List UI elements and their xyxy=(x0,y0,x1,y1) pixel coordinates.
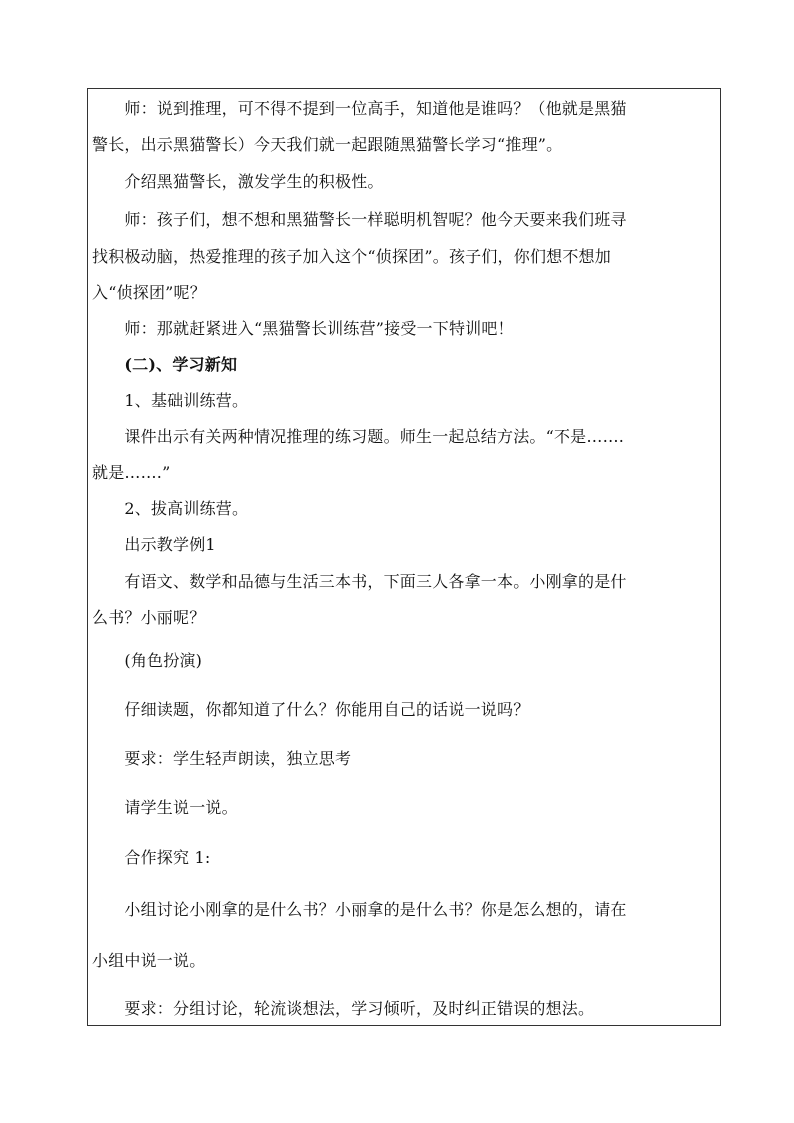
text-line: 要求：分组讨论，轮流谈想法，学习倾听，及时纠正错误的想法。 xyxy=(92,999,595,1018)
text-line: 1、基础训练营。 xyxy=(92,391,249,410)
text-line: 小组讨论小刚拿的是什么书？小丽拿的是什么书？你是怎么想的，请在 xyxy=(92,900,627,919)
section-heading: (二)、学习新知 xyxy=(92,355,238,374)
text-line: 课件出示有关两种情况推理的练习题。师生一起总结方法。“不是……. xyxy=(92,427,625,446)
text-line: 师：孩子们，想不想和黑猫警长一样聪明机智呢？他今天要来我们班寻 xyxy=(92,210,627,229)
text-line: 合作探究 1: xyxy=(92,848,211,867)
text-line: 小组中说一说。 xyxy=(92,951,206,970)
text-line: 介绍黑猫警长，激发学生的积极性。 xyxy=(92,172,384,191)
text-line: 请学生说一说。 xyxy=(92,798,238,817)
text-line: 仔细读题，你都知道了什么？你能用自己的话说一说吗？ xyxy=(92,700,530,719)
text-line: 找积极动脑，热爱推理的孩子加入这个“侦探团”。孩子们，你们想不想加 xyxy=(92,247,611,266)
text-line: 师：说到推理，可不得不提到一位高手，知道他是谁吗？（他就是黑猫 xyxy=(92,99,627,118)
text-line: 入“侦探团”呢？ xyxy=(92,283,206,302)
text-line: 么书？小丽呢？ xyxy=(92,608,206,627)
text-line: 就是…….” xyxy=(92,463,171,482)
text-line: 警长，出示黑猫警长）今天我们就一起跟随黑猫警长学习“推理”。 xyxy=(92,135,563,154)
text-line: 2、拔高训练营。 xyxy=(92,499,249,518)
text-line: 出示教学例1 xyxy=(92,535,216,554)
text-line: 师：那就赶紧进入“黑猫警长训练营”接受一下特训吧！ xyxy=(92,319,514,338)
text-line: 要求：学生轻声朗读，独立思考 xyxy=(92,749,352,768)
text-line: 有语文、数学和品德与生活三本书，下面三人各拿一本。小刚拿的是什 xyxy=(92,572,627,591)
text-line: (角色扮演) xyxy=(92,651,203,670)
